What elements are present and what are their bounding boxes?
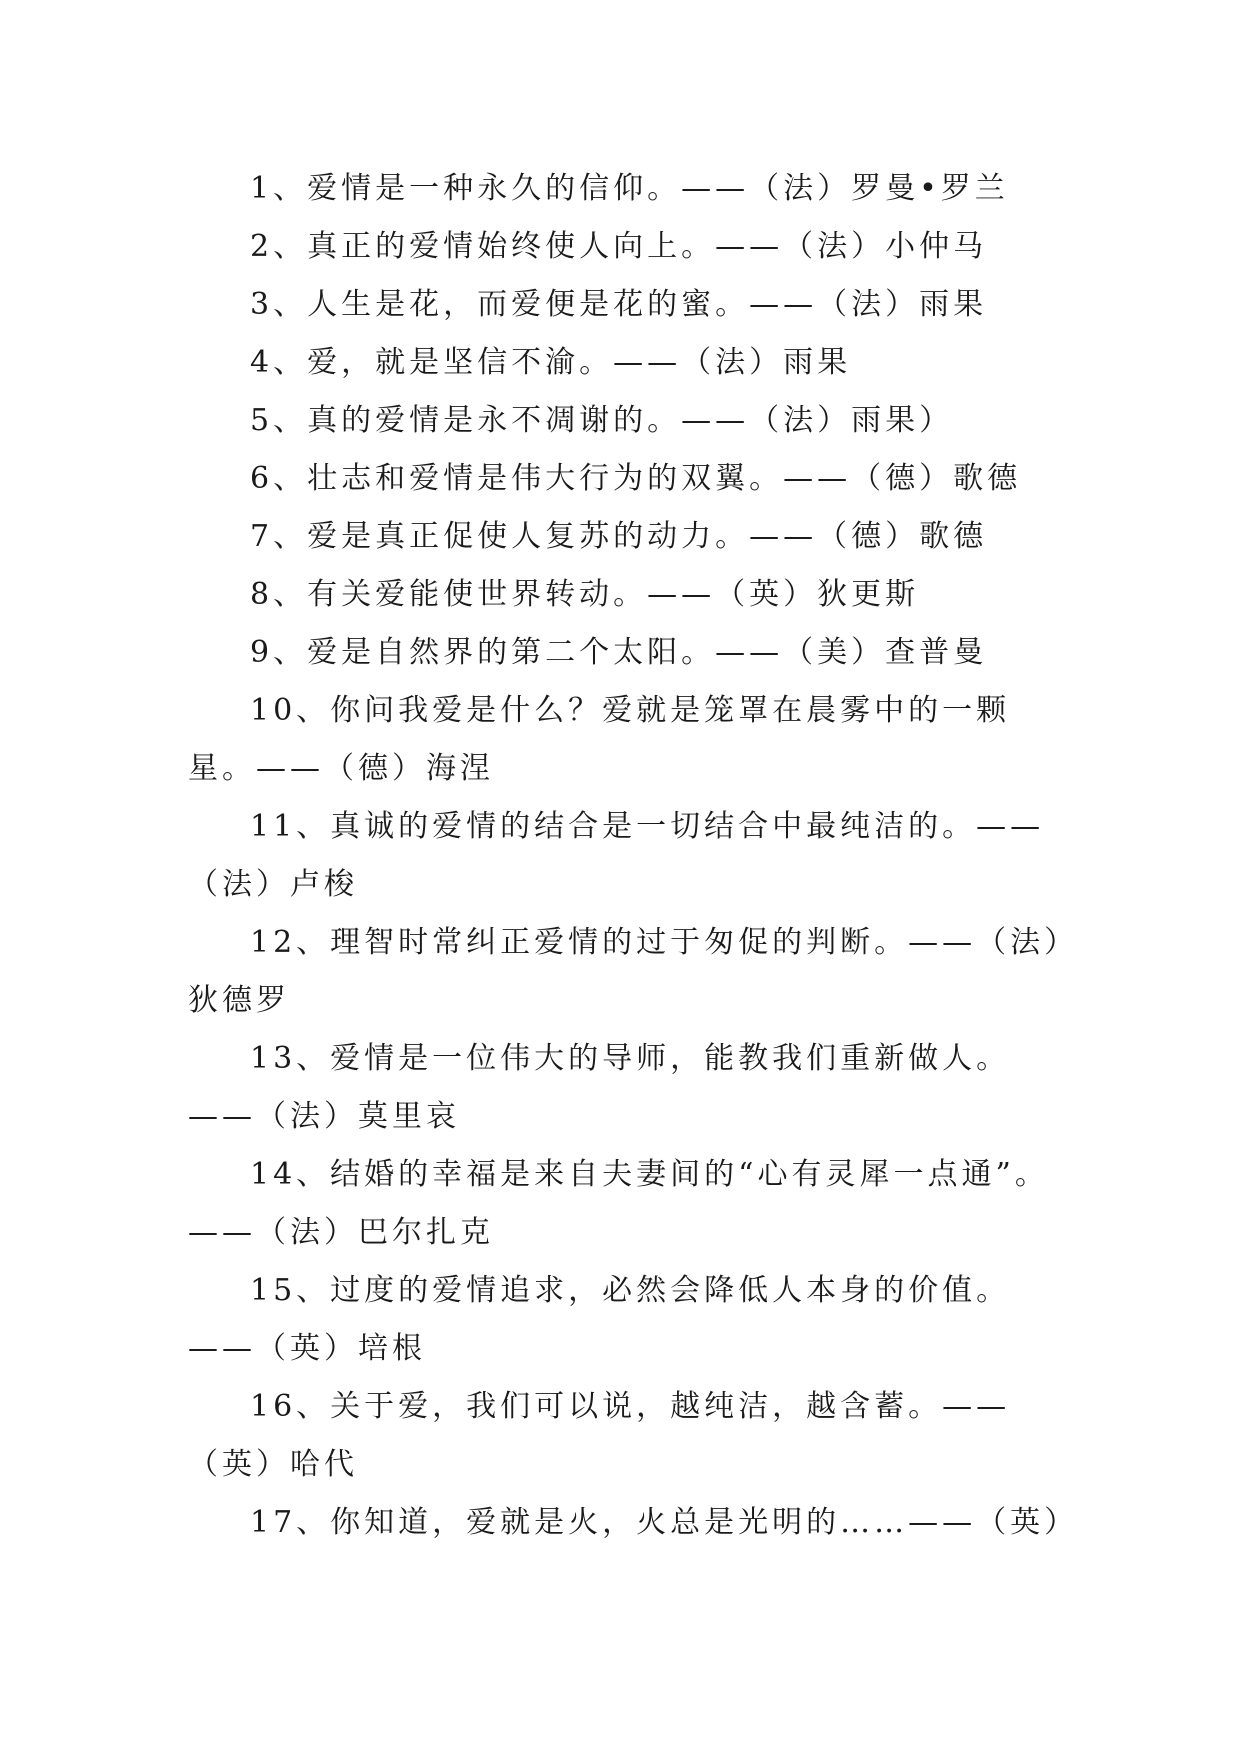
quote-paragraph-13: 13、爱情是一位伟大的导师，能教我们重新做人。——（法）莫里哀 [188, 1041, 1011, 1134]
quote-paragraph-10: 10、你问我爱是什么？爱就是笼罩在晨雾中的一颗星。——（德）海涅 [188, 693, 1011, 786]
quote-paragraph-6: 6、壮志和爱情是伟大行为的双翼。——（德）歌德 [250, 461, 1022, 496]
quote-paragraph-8: 8、有关爱能使世界转动。——（英）狄更斯 [250, 577, 920, 612]
quote-paragraph-4: 4、爱，就是坚信不渝。——（法）雨果 [250, 345, 852, 380]
quote-paragraph-5: 5、真的爱情是永不凋谢的。——（法）雨果） [250, 403, 954, 438]
quote-paragraph-2: 2、真正的爱情始终使人向上。——（法）小仲马 [250, 229, 988, 264]
quote-paragraph-1: 1、爱情是一种永久的信仰。——（法）罗曼•罗兰 [250, 171, 1009, 206]
quote-paragraph-11: 11、真诚的爱情的结合是一切结合中最纯洁的。——（法）卢梭 [188, 809, 1045, 902]
quote-paragraph-14: 14、结婚的幸福是来自夫妻间的“心有灵犀一点通”。——（法）巴尔扎克 [188, 1157, 1049, 1250]
quote-paragraph-15: 15、过度的爱情追求，必然会降低人本身的价值。——（英）培根 [188, 1273, 1011, 1366]
quote-paragraph-7: 7、爱是真正促使人复苏的动力。——（德）歌德 [250, 519, 988, 554]
quote-paragraph-17: 17、你知道，爱就是火，火总是光明的……——（英） [250, 1505, 1079, 1540]
quote-list [188, 160, 1079, 1552]
quote-paragraph-3: 3、人生是花，而爱便是花的蜜。——（法）雨果 [250, 287, 988, 322]
quote-paragraph-9: 9、爱是自然界的第二个太阳。——（美）查普曼 [250, 635, 988, 670]
quote-paragraph-12: 12、理智时常纠正爱情的过于匆促的判断。——（法）狄德罗 [188, 925, 1064, 1018]
quote-paragraph-16: 16、关于爱，我们可以说，越纯洁，越含蓄。——（英）哈代 [188, 1389, 1011, 1482]
